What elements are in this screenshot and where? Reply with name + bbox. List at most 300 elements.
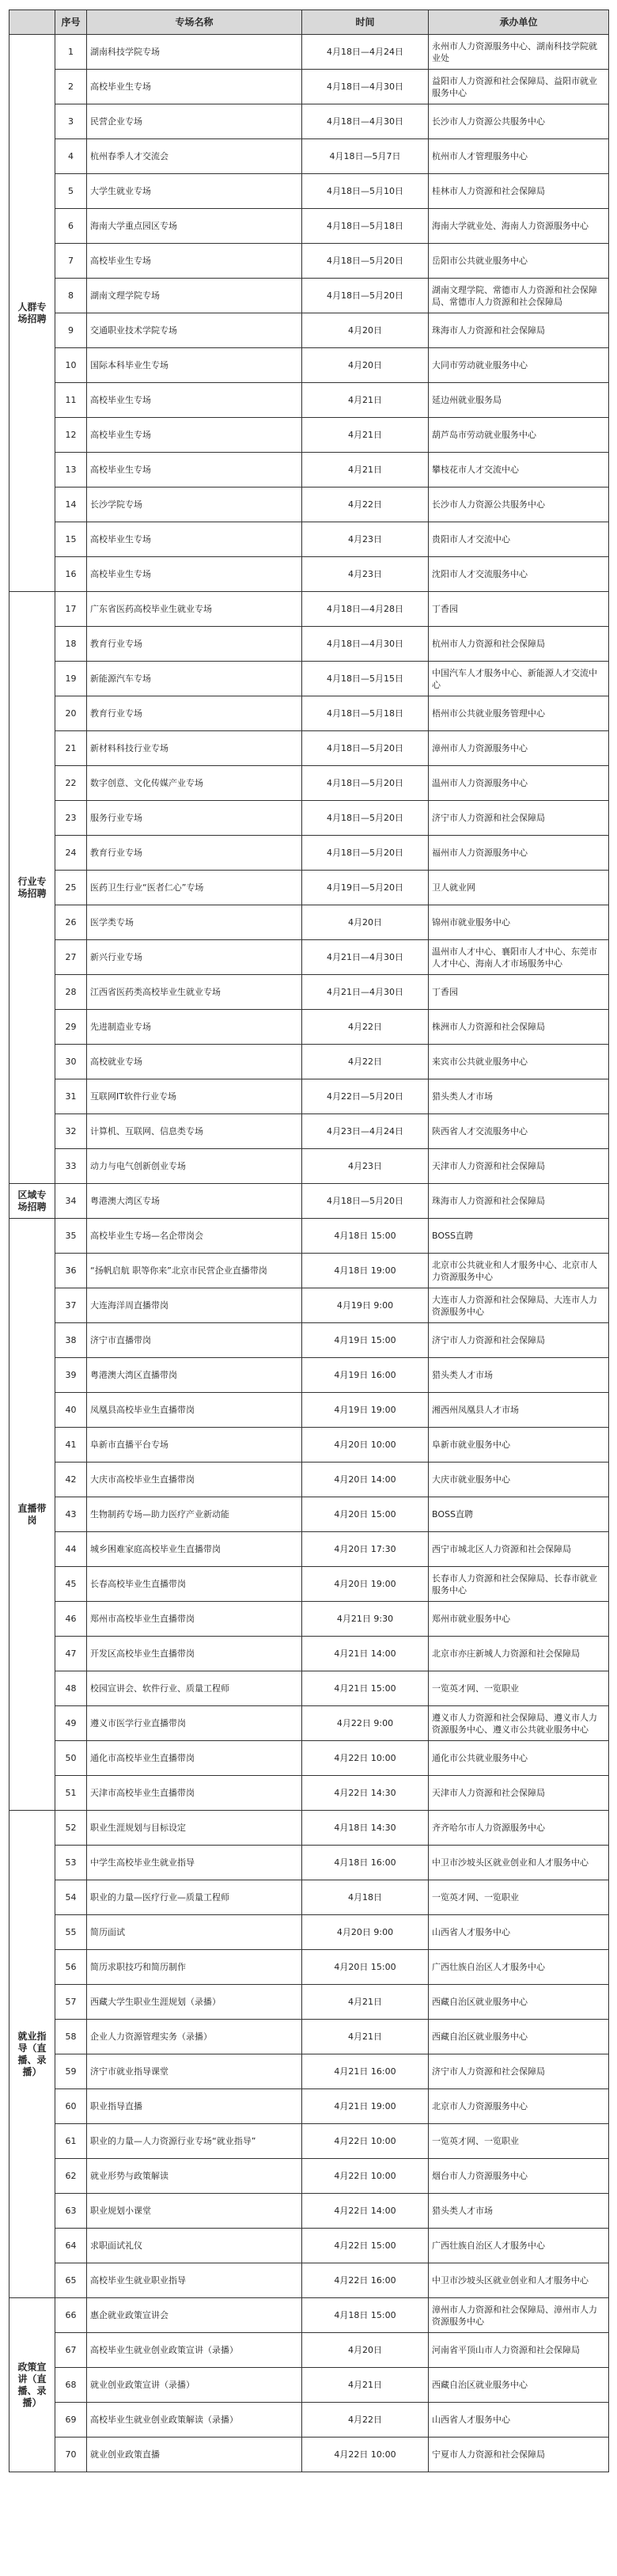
row-number-cell: 7 xyxy=(55,244,87,279)
header-org: 承办单位 xyxy=(429,10,609,35)
table-row xyxy=(9,557,609,592)
table-row xyxy=(9,1532,609,1567)
row-number-cell: 69 xyxy=(55,2403,87,2438)
table-row xyxy=(9,1254,609,1288)
organizer-cell: 北京市公共就业和人才服务中心、北京市人力资源服务中心 xyxy=(429,1254,609,1288)
table-row xyxy=(9,1288,609,1323)
session-time-cell: 4月18日—5月18日 xyxy=(302,209,429,244)
category-cell: 行业专场招聘 xyxy=(9,592,55,1184)
session-time-cell: 4月20日 17:30 xyxy=(302,1532,429,1567)
organizer-cell: 卫人就业网 xyxy=(429,871,609,905)
row-number-cell: 10 xyxy=(55,348,87,383)
organizer-cell: 西藏自治区就业服务中心 xyxy=(429,1985,609,2020)
session-name-cell: 高校毕业生专场 xyxy=(87,522,302,557)
session-time-cell: 4月21日 15:00 xyxy=(302,1671,429,1706)
session-time-cell: 4月22日 xyxy=(302,488,429,522)
row-number-cell: 21 xyxy=(55,731,87,766)
row-number-cell: 27 xyxy=(55,940,87,975)
table-row xyxy=(9,2263,609,2298)
session-time-cell: 4月23日 xyxy=(302,522,429,557)
session-time-cell: 4月19日—5月20日 xyxy=(302,871,429,905)
row-number-cell: 41 xyxy=(55,1428,87,1463)
table-row xyxy=(9,70,609,104)
session-time-cell: 4月18日—5月18日 xyxy=(302,696,429,731)
session-time-cell: 4月20日 xyxy=(302,2333,429,2368)
session-name-cell: 就业创业政策直播 xyxy=(87,2438,302,2472)
row-number-cell: 1 xyxy=(55,35,87,70)
row-number-cell: 3 xyxy=(55,104,87,139)
row-number-cell: 34 xyxy=(55,1184,87,1219)
table-row xyxy=(9,766,609,801)
row-number-cell: 14 xyxy=(55,488,87,522)
session-name-cell: 教育行业专场 xyxy=(87,696,302,731)
session-time-cell: 4月18日—5月20日 xyxy=(302,766,429,801)
row-number-cell: 2 xyxy=(55,70,87,104)
session-name-cell: 城乡困难家庭高校毕业生直播带岗 xyxy=(87,1532,302,1567)
session-time-cell: 4月18日—5月20日 xyxy=(302,836,429,871)
row-number-cell: 6 xyxy=(55,209,87,244)
session-name-cell: 生物制药专场—助力医疗产业新动能 xyxy=(87,1497,302,1532)
table-row xyxy=(9,174,609,209)
session-name-cell: 教育行业专场 xyxy=(87,627,302,662)
organizer-cell: 海南大学就业处、海南人力资源服务中心 xyxy=(429,209,609,244)
table-row xyxy=(9,1045,609,1079)
session-time-cell: 4月19日 9:00 xyxy=(302,1288,429,1323)
schedule-table xyxy=(9,9,609,2472)
session-time-cell: 4月21日 14:00 xyxy=(302,1637,429,1671)
session-name-cell: 天津市高校毕业生直播带岗 xyxy=(87,1776,302,1811)
session-name-cell: 企业人力资源管理实务（录播） xyxy=(87,2020,302,2054)
row-number-cell: 53 xyxy=(55,1846,87,1880)
row-number-cell: 44 xyxy=(55,1532,87,1567)
category-cell: 政策宣讲（直播、录播） xyxy=(9,2298,55,2472)
table-row xyxy=(9,1602,609,1637)
table-row xyxy=(9,1706,609,1741)
table-row xyxy=(9,418,609,453)
table-row xyxy=(9,279,609,313)
table-row xyxy=(9,1149,609,1184)
session-time-cell: 4月21日 xyxy=(302,1985,429,2020)
row-number-cell: 49 xyxy=(55,1706,87,1741)
organizer-cell: 丁香园 xyxy=(429,975,609,1010)
organizer-cell: 北京市亦庄新城人力资源和社会保障局 xyxy=(429,1637,609,1671)
session-name-cell: 惠企就业政策宣讲会 xyxy=(87,2298,302,2333)
organizer-cell: 广西壮族自治区人才服务中心 xyxy=(429,2229,609,2263)
session-time-cell: 4月22日 10:00 xyxy=(302,2438,429,2472)
organizer-cell: 锦州市就业服务中心 xyxy=(429,905,609,940)
session-name-cell: 高校就业专场 xyxy=(87,1045,302,1079)
session-name-cell: 交通职业技术学院专场 xyxy=(87,313,302,348)
table-body xyxy=(9,35,609,2472)
table-row xyxy=(9,104,609,139)
session-name-cell: 互联网IT软件行业专场 xyxy=(87,1079,302,1114)
organizer-cell: 永州市人力资源服务中心、湖南科技学院就业处 xyxy=(429,35,609,70)
session-time-cell: 4月20日 15:00 xyxy=(302,1950,429,1985)
session-time-cell: 4月22日 xyxy=(302,1045,429,1079)
session-time-cell: 4月18日—5月15日 xyxy=(302,662,429,696)
row-number-cell: 45 xyxy=(55,1567,87,1602)
session-time-cell: 4月20日 xyxy=(302,905,429,940)
session-time-cell: 4月18日 19:00 xyxy=(302,1254,429,1288)
session-name-cell: 新兴行业专场 xyxy=(87,940,302,975)
session-time-cell: 4月22日 14:00 xyxy=(302,2194,429,2229)
table-row xyxy=(9,2368,609,2403)
session-name-cell: 先进制造业专场 xyxy=(87,1010,302,1045)
organizer-cell: 温州市人力资源服务中心 xyxy=(429,766,609,801)
header-category xyxy=(9,10,55,35)
session-time-cell: 4月23日 xyxy=(302,1149,429,1184)
row-number-cell: 8 xyxy=(55,279,87,313)
session-time-cell: 4月20日 xyxy=(302,313,429,348)
table-row xyxy=(9,313,609,348)
organizer-cell: 一览英才网、一览职业 xyxy=(429,1880,609,1915)
row-number-cell: 68 xyxy=(55,2368,87,2403)
table-row xyxy=(9,2054,609,2089)
organizer-cell: 河南省平顶山市人力资源和社会保障局 xyxy=(429,2333,609,2368)
table-row xyxy=(9,2159,609,2194)
category-cell: 就业指导（直播、录播） xyxy=(9,1811,55,2298)
table-row xyxy=(9,348,609,383)
session-name-cell: 高校毕业生专场 xyxy=(87,557,302,592)
session-name-cell: 开发区高校毕业生直播带岗 xyxy=(87,1637,302,1671)
organizer-cell: 沈阳市人才交流服务中心 xyxy=(429,557,609,592)
table-row xyxy=(9,244,609,279)
organizer-cell: 漳州市人力资源和社会保障局、漳州市人力资源服务中心 xyxy=(429,2298,609,2333)
session-name-cell: 通化市高校毕业生直播带岗 xyxy=(87,1741,302,1776)
session-time-cell: 4月21日 9:30 xyxy=(302,1602,429,1637)
row-number-cell: 58 xyxy=(55,2020,87,2054)
session-name-cell: 广东省医药高校毕业生就业专场 xyxy=(87,592,302,627)
table-row xyxy=(9,2403,609,2438)
session-time-cell: 4月19日 15:00 xyxy=(302,1323,429,1358)
table-row xyxy=(9,1219,609,1254)
session-time-cell: 4月18日—4月30日 xyxy=(302,104,429,139)
organizer-cell: 长沙市人力资源公共服务中心 xyxy=(429,488,609,522)
session-name-cell: 阜新市直播平台专场 xyxy=(87,1428,302,1463)
session-time-cell: 4月20日 15:00 xyxy=(302,1497,429,1532)
session-name-cell: 中学生高校毕业生就业指导 xyxy=(87,1846,302,1880)
session-name-cell: 高校毕业生就业职业指导 xyxy=(87,2263,302,2298)
row-number-cell: 54 xyxy=(55,1880,87,1915)
organizer-cell: 通化市公共就业服务中心 xyxy=(429,1741,609,1776)
session-name-cell: 高校毕业生专场 xyxy=(87,453,302,488)
organizer-cell: 猎头类人才市场 xyxy=(429,1079,609,1114)
organizer-cell: 烟台市人力资源服务中心 xyxy=(429,2159,609,2194)
table-row xyxy=(9,2194,609,2229)
row-number-cell: 61 xyxy=(55,2124,87,2159)
session-time-cell: 4月22日—5月20日 xyxy=(302,1079,429,1114)
table-row xyxy=(9,1463,609,1497)
row-number-cell: 22 xyxy=(55,766,87,801)
row-number-cell: 5 xyxy=(55,174,87,209)
table-row xyxy=(9,1811,609,1846)
organizer-cell: 丁香园 xyxy=(429,592,609,627)
organizer-cell: 中卫市沙坡头区就业创业和人才服务中心 xyxy=(429,2263,609,2298)
organizer-cell: 猎头类人才市场 xyxy=(429,1358,609,1393)
organizer-cell: 济宁市人力资源和社会保障局 xyxy=(429,1323,609,1358)
organizer-cell: 遵义市人力资源和社会保障局、遵义市人力资源服务中心、遵义市公共就业服务中心 xyxy=(429,1706,609,1741)
row-number-cell: 29 xyxy=(55,1010,87,1045)
session-name-cell: 动力与电气创新创业专场 xyxy=(87,1149,302,1184)
session-time-cell: 4月18日 15:00 xyxy=(302,2298,429,2333)
session-time-cell: 4月19日 16:00 xyxy=(302,1358,429,1393)
organizer-cell: 广西壮族自治区人才服务中心 xyxy=(429,1950,609,1985)
organizer-cell: 西藏自治区就业服务中心 xyxy=(429,2368,609,2403)
session-name-cell: 医学类专场 xyxy=(87,905,302,940)
table-row xyxy=(9,2438,609,2472)
table-row xyxy=(9,696,609,731)
row-number-cell: 36 xyxy=(55,1254,87,1288)
row-number-cell: 12 xyxy=(55,418,87,453)
organizer-cell: 猎头类人才市场 xyxy=(429,2194,609,2229)
row-number-cell: 24 xyxy=(55,836,87,871)
organizer-cell: 陕西省人才交流服务中心 xyxy=(429,1114,609,1149)
session-name-cell: 粤港澳大湾区专场 xyxy=(87,1184,302,1219)
row-number-cell: 30 xyxy=(55,1045,87,1079)
session-name-cell: 高校毕业生专场 xyxy=(87,383,302,418)
session-name-cell: 校园宣讲会、软件行业、质量工程师 xyxy=(87,1671,302,1706)
session-time-cell: 4月20日 14:00 xyxy=(302,1463,429,1497)
table-header-row xyxy=(9,10,609,35)
table-row xyxy=(9,627,609,662)
session-name-cell: 遵义市医学行业直播带岗 xyxy=(87,1706,302,1741)
row-number-cell: 26 xyxy=(55,905,87,940)
session-time-cell: 4月18日—5月20日 xyxy=(302,801,429,836)
row-number-cell: 31 xyxy=(55,1079,87,1114)
organizer-cell: 杭州市人力资源和社会保障局 xyxy=(429,627,609,662)
row-number-cell: 46 xyxy=(55,1602,87,1637)
session-name-cell: 职业生涯规划与目标设定 xyxy=(87,1811,302,1846)
row-number-cell: 37 xyxy=(55,1288,87,1323)
session-time-cell: 4月18日 14:30 xyxy=(302,1811,429,1846)
session-name-cell: 求职面试礼仪 xyxy=(87,2229,302,2263)
session-time-cell: 4月18日—4月28日 xyxy=(302,592,429,627)
session-time-cell: 4月22日 xyxy=(302,1010,429,1045)
row-number-cell: 51 xyxy=(55,1776,87,1811)
row-number-cell: 33 xyxy=(55,1149,87,1184)
organizer-cell: 阜新市就业服务中心 xyxy=(429,1428,609,1463)
session-name-cell: 高校毕业生就业创业政策解读（录播） xyxy=(87,2403,302,2438)
row-number-cell: 43 xyxy=(55,1497,87,1532)
session-name-cell: 湖南文理学院专场 xyxy=(87,279,302,313)
category-cell: 区域专场招聘 xyxy=(9,1184,55,1219)
organizer-cell: 西藏自治区就业服务中心 xyxy=(429,2020,609,2054)
organizer-cell: 一览英才网、一览职业 xyxy=(429,2124,609,2159)
organizer-cell: 延边州就业服务局 xyxy=(429,383,609,418)
organizer-cell: 杭州市人才管理服务中心 xyxy=(429,139,609,174)
session-time-cell: 4月22日 10:00 xyxy=(302,2159,429,2194)
organizer-cell: 温州市人才中心、襄阳市人才中心、东莞市人才中心、海南人才市场服务中心 xyxy=(429,940,609,975)
table-row xyxy=(9,2333,609,2368)
session-time-cell: 4月21日 xyxy=(302,2368,429,2403)
session-time-cell: 4月22日 14:30 xyxy=(302,1776,429,1811)
session-time-cell: 4月21日—4月30日 xyxy=(302,975,429,1010)
table-row xyxy=(9,453,609,488)
session-time-cell: 4月19日 19:00 xyxy=(302,1393,429,1428)
organizer-cell: 湖南文理学院、常德市人力资源和社会保障局、常德市人力资源和社会保障局 xyxy=(429,279,609,313)
organizer-cell: 一览英才网、一览职业 xyxy=(429,1671,609,1706)
category-cell: 人群专场招聘 xyxy=(9,35,55,592)
row-number-cell: 52 xyxy=(55,1811,87,1846)
table-row xyxy=(9,801,609,836)
session-time-cell: 4月22日 10:00 xyxy=(302,1741,429,1776)
organizer-cell: 西宁市城北区人力资源和社会保障局 xyxy=(429,1532,609,1567)
organizer-cell: 来宾市公共就业服务中心 xyxy=(429,1045,609,1079)
organizer-cell: 梧州市公共就业服务管理中心 xyxy=(429,696,609,731)
organizer-cell: 郑州市就业服务中心 xyxy=(429,1602,609,1637)
session-name-cell: 计算机、互联网、信息类专场 xyxy=(87,1114,302,1149)
session-name-cell: 杭州春季人才交流会 xyxy=(87,139,302,174)
session-time-cell: 4月23日 xyxy=(302,557,429,592)
session-time-cell: 4月22日 9:00 xyxy=(302,1706,429,1741)
organizer-cell: 福州市人力资源服务中心 xyxy=(429,836,609,871)
session-name-cell: 粤港澳大湾区直播带岗 xyxy=(87,1358,302,1393)
row-number-cell: 50 xyxy=(55,1741,87,1776)
row-number-cell: 35 xyxy=(55,1219,87,1254)
organizer-cell: 中国汽车人才服务中心、新能源人才交流中心 xyxy=(429,662,609,696)
row-number-cell: 67 xyxy=(55,2333,87,2368)
organizer-cell: 长春市人力资源和社会保障局、长春市就业服务中心 xyxy=(429,1567,609,1602)
session-name-cell: 医药卫生行业“医者仁心”专场 xyxy=(87,871,302,905)
row-number-cell: 13 xyxy=(55,453,87,488)
session-name-cell: 江西省医药类高校毕业生就业专场 xyxy=(87,975,302,1010)
table-row xyxy=(9,905,609,940)
session-time-cell: 4月22日 xyxy=(302,2403,429,2438)
row-number-cell: 55 xyxy=(55,1915,87,1950)
session-time-cell: 4月23日—4月24日 xyxy=(302,1114,429,1149)
session-time-cell: 4月21日 xyxy=(302,418,429,453)
session-name-cell: “扬帆启航 职等你来”北京市民营企业直播带岗 xyxy=(87,1254,302,1288)
session-time-cell: 4月18日—5月20日 xyxy=(302,279,429,313)
session-time-cell: 4月20日 19:00 xyxy=(302,1567,429,1602)
table-row xyxy=(9,836,609,871)
session-name-cell: 服务行业专场 xyxy=(87,801,302,836)
table-row xyxy=(9,975,609,1010)
row-number-cell: 32 xyxy=(55,1114,87,1149)
organizer-cell: 齐齐哈尔市人力资源服务中心 xyxy=(429,1811,609,1846)
table-row xyxy=(9,1880,609,1915)
session-name-cell: 大学生就业专场 xyxy=(87,174,302,209)
table-row xyxy=(9,662,609,696)
session-name-cell: 就业创业政策宣讲（录播） xyxy=(87,2368,302,2403)
session-time-cell: 4月20日 10:00 xyxy=(302,1428,429,1463)
row-number-cell: 11 xyxy=(55,383,87,418)
table-row xyxy=(9,2089,609,2124)
table-row xyxy=(9,1393,609,1428)
session-name-cell: 简历面试 xyxy=(87,1915,302,1950)
row-number-cell: 48 xyxy=(55,1671,87,1706)
row-number-cell: 65 xyxy=(55,2263,87,2298)
session-time-cell: 4月18日—5月20日 xyxy=(302,244,429,279)
table-row xyxy=(9,1114,609,1149)
table-row xyxy=(9,592,609,627)
table-row xyxy=(9,488,609,522)
row-number-cell: 18 xyxy=(55,627,87,662)
organizer-cell: 济宁市人力资源和社会保障局 xyxy=(429,2054,609,2089)
row-number-cell: 15 xyxy=(55,522,87,557)
session-time-cell: 4月18日 xyxy=(302,1880,429,1915)
organizer-cell: 宁夏市人力资源和社会保障局 xyxy=(429,2438,609,2472)
table-row xyxy=(9,1567,609,1602)
table-row xyxy=(9,522,609,557)
table-row xyxy=(9,1915,609,1950)
session-name-cell: 高校毕业生专场 xyxy=(87,418,302,453)
session-time-cell: 4月18日 16:00 xyxy=(302,1846,429,1880)
organizer-cell: 珠海市人力资源和社会保障局 xyxy=(429,1184,609,1219)
session-time-cell: 4月18日—5月20日 xyxy=(302,731,429,766)
table-row xyxy=(9,1950,609,1985)
table-row xyxy=(9,1671,609,1706)
table-row xyxy=(9,871,609,905)
session-time-cell: 4月18日—4月24日 xyxy=(302,35,429,70)
table-row xyxy=(9,1010,609,1045)
session-time-cell: 4月21日 xyxy=(302,453,429,488)
table-row xyxy=(9,2298,609,2333)
session-name-cell: 长沙学院专场 xyxy=(87,488,302,522)
session-name-cell: 简历求职技巧和简历制作 xyxy=(87,1950,302,1985)
table-row xyxy=(9,1846,609,1880)
table-row xyxy=(9,1079,609,1114)
organizer-cell: 北京市人力资源服务中心 xyxy=(429,2089,609,2124)
table-row xyxy=(9,139,609,174)
row-number-cell: 40 xyxy=(55,1393,87,1428)
row-number-cell: 20 xyxy=(55,696,87,731)
table-row xyxy=(9,35,609,70)
session-time-cell: 4月22日 10:00 xyxy=(302,2124,429,2159)
row-number-cell: 38 xyxy=(55,1323,87,1358)
header-name: 专场名称 xyxy=(87,10,302,35)
row-number-cell: 17 xyxy=(55,592,87,627)
header-no: 序号 xyxy=(55,10,87,35)
row-number-cell: 28 xyxy=(55,975,87,1010)
row-number-cell: 39 xyxy=(55,1358,87,1393)
session-time-cell: 4月22日 16:00 xyxy=(302,2263,429,2298)
session-name-cell: 教育行业专场 xyxy=(87,836,302,871)
session-time-cell: 4月18日—5月20日 xyxy=(302,1184,429,1219)
session-time-cell: 4月21日 19:00 xyxy=(302,2089,429,2124)
row-number-cell: 4 xyxy=(55,139,87,174)
row-number-cell: 62 xyxy=(55,2159,87,2194)
organizer-cell: 岳阳市公共就业服务中心 xyxy=(429,244,609,279)
organizer-cell: 珠海市人力资源和社会保障局 xyxy=(429,313,609,348)
table-row xyxy=(9,1741,609,1776)
session-name-cell: 海南大学重点园区专场 xyxy=(87,209,302,244)
row-number-cell: 66 xyxy=(55,2298,87,2333)
session-name-cell: 职业规划小课堂 xyxy=(87,2194,302,2229)
session-name-cell: 就业形势与政策解读 xyxy=(87,2159,302,2194)
row-number-cell: 63 xyxy=(55,2194,87,2229)
table-row xyxy=(9,1637,609,1671)
session-name-cell: 职业的力量—医疗行业—质量工程师 xyxy=(87,1880,302,1915)
table-row xyxy=(9,731,609,766)
organizer-cell: 大同市劳动就业服务中心 xyxy=(429,348,609,383)
session-name-cell: 职业的力量—人力资源行业专场“就业指导” xyxy=(87,2124,302,2159)
row-number-cell: 57 xyxy=(55,1985,87,2020)
table-row xyxy=(9,1776,609,1811)
table-row xyxy=(9,383,609,418)
row-number-cell: 23 xyxy=(55,801,87,836)
session-time-cell: 4月18日—4月30日 xyxy=(302,70,429,104)
session-name-cell: 济宁市直播带岗 xyxy=(87,1323,302,1358)
session-name-cell: 济宁市就业指导课堂 xyxy=(87,2054,302,2089)
table-row xyxy=(9,1323,609,1358)
row-number-cell: 16 xyxy=(55,557,87,592)
session-time-cell: 4月20日 9:00 xyxy=(302,1915,429,1950)
organizer-cell: 贵阳市人才交流中心 xyxy=(429,522,609,557)
session-time-cell: 4月18日—4月30日 xyxy=(302,627,429,662)
category-cell: 直播带岗 xyxy=(9,1219,55,1811)
session-name-cell: 高校毕业生专场—名企带岗会 xyxy=(87,1219,302,1254)
